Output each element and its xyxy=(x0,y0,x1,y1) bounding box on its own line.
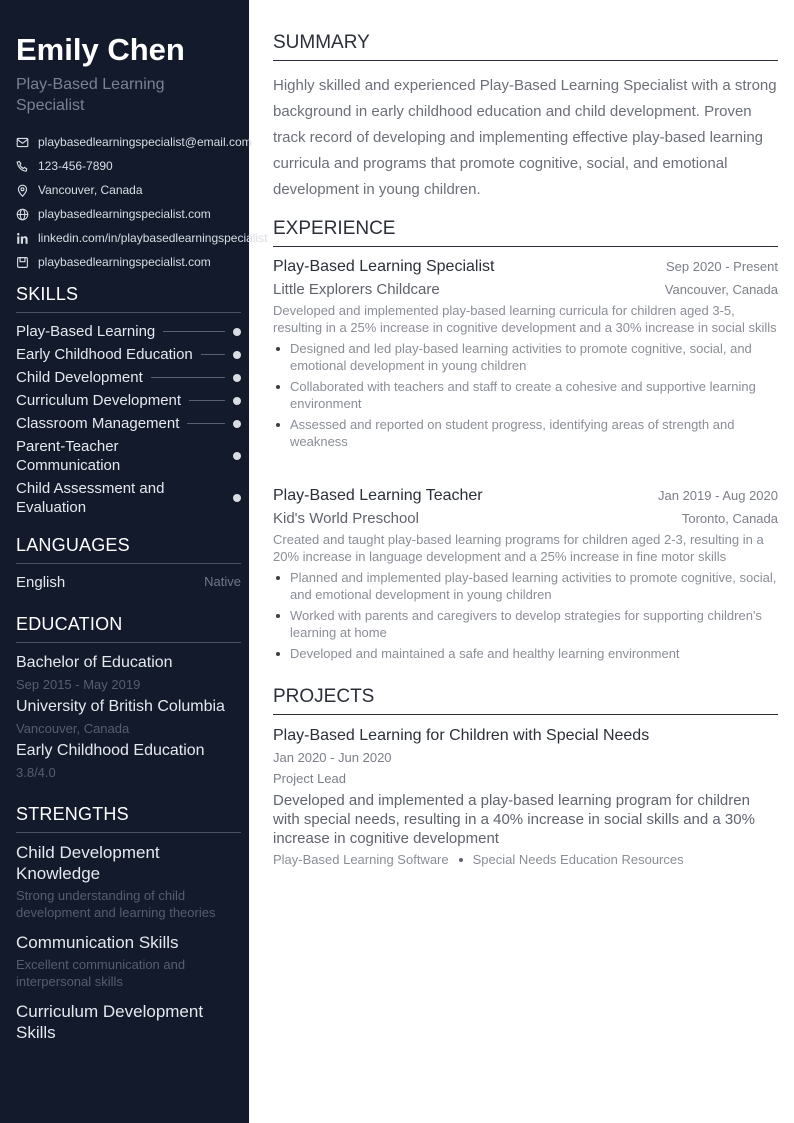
job-location: Toronto, Canada xyxy=(681,511,778,526)
strength-description: Excellent communication and interpersonal skills xyxy=(16,957,186,989)
skill-name: Play-Based Learning xyxy=(16,323,156,340)
skill-item xyxy=(16,322,241,341)
skill-name: Early Childhood Education xyxy=(16,346,193,363)
globe-icon xyxy=(16,208,29,221)
job-company: Little Explorers Childcare xyxy=(273,281,440,298)
project-role: Project Lead xyxy=(273,771,346,786)
location-icon xyxy=(16,184,29,197)
skill-dot xyxy=(233,494,241,502)
skill-name: Curriculum Development xyxy=(16,392,182,409)
experience-entry xyxy=(273,487,778,666)
skill-line xyxy=(151,377,225,378)
contact-email-text: playbasedlearningspecialist@email.com xyxy=(38,135,252,149)
languages-heading: LANGUAGES xyxy=(16,535,241,564)
job-bullet: Worked with parents and caregivers to develop strategies for supporting children's learning at home xyxy=(273,607,778,641)
strength-title: Communication Skills xyxy=(16,933,179,952)
strength-description: Strong understanding of child development and learning theories xyxy=(16,888,216,920)
education-entry xyxy=(16,652,241,784)
candidate-name: Emily Chen xyxy=(16,32,185,67)
strength-title: Curriculum Development Skills xyxy=(16,1002,204,1042)
skill-dot xyxy=(233,351,241,359)
job-bullet: Developed and maintained a safe and healthy learning environment xyxy=(273,645,778,662)
project-entry xyxy=(273,724,778,867)
contact-location-text: Vancouver, Canada xyxy=(38,183,143,197)
contact-portfolio[interactable] xyxy=(16,250,276,274)
language-level: Native xyxy=(204,574,241,589)
job-location: Vancouver, Canada xyxy=(664,282,778,297)
contact-website-text: playbasedlearningspecialist.com xyxy=(38,207,211,221)
candidate-title: Play-Based Learning Specialist xyxy=(16,76,165,114)
job-dates: Jan 2019 - Aug 2020 xyxy=(658,488,778,503)
job-title: Play-Based Learning Specialist xyxy=(273,258,495,275)
job-bullet: Planned and implemented play-based learning activities to promote cognitive, social, and emotional development in young children xyxy=(273,569,778,603)
skills-heading: SKILLS xyxy=(16,284,241,313)
skill-item xyxy=(16,368,241,387)
strength-title: Child Development Knowledge xyxy=(16,843,160,883)
education-field: Early Childhood Education xyxy=(16,742,205,759)
education-heading: EDUCATION xyxy=(16,614,241,643)
education-location: Vancouver, Canada xyxy=(16,721,130,736)
job-bullet: Designed and led play-based learning activities to promote cognitive, social, and emotional development in young children xyxy=(273,340,778,374)
contact-phone-text: 123-456-7890 xyxy=(38,159,113,173)
skill-item xyxy=(16,479,241,517)
portfolio-icon xyxy=(16,256,29,269)
job-description: Created and taught play-based learning programs for children aged 2-3, resulting in a 20% increase in language development and a 25% increase in fine motor skills xyxy=(273,532,764,564)
linkedin-icon xyxy=(16,232,29,245)
summary-heading: SUMMARY xyxy=(273,32,778,61)
education-dates: Sep 2015 - May 2019 xyxy=(16,677,141,692)
contact-linkedin-text: linkedin.com/in/playbasedlearningspecialist xyxy=(38,231,268,245)
main-content xyxy=(249,0,794,1123)
skill-item xyxy=(16,437,241,475)
sidebar xyxy=(0,0,268,1123)
job-company: Kid's World Preschool xyxy=(273,510,419,527)
project-tool: Play-Based Learning Software xyxy=(273,852,449,867)
project-tools xyxy=(273,852,778,867)
skill-name: Child Development xyxy=(16,369,143,386)
skill-dot xyxy=(233,452,241,460)
skill-dot xyxy=(233,420,241,428)
projects-heading: PROJECTS xyxy=(273,686,778,715)
skill-dot xyxy=(233,328,241,336)
education-degree: Bachelor of Education xyxy=(16,654,173,671)
contact-email[interactable] xyxy=(16,130,276,154)
skill-dot xyxy=(233,397,241,405)
skill-line xyxy=(201,354,225,355)
contact-portfolio-text: playbasedlearningspecialist.com xyxy=(38,255,211,269)
language-item xyxy=(16,574,241,591)
skill-name: Classroom Management xyxy=(16,415,180,432)
email-icon xyxy=(16,136,29,149)
skill-item xyxy=(16,391,241,410)
project-title: Play-Based Learning for Children with Special Needs xyxy=(273,727,650,744)
strengths-list xyxy=(16,842,241,1043)
skill-item xyxy=(16,345,241,364)
skill-name: Parent-Teacher Communication xyxy=(16,438,121,474)
phone-icon xyxy=(16,160,29,173)
education-gpa: 3.8/4.0 xyxy=(16,765,56,780)
project-description: Developed and implemented a play-based learning program for children with special needs, resulting in a 40% increase in social skills and a 30% increase in cognitive development xyxy=(273,792,755,847)
contact-list xyxy=(16,130,276,274)
skill-line xyxy=(189,400,225,401)
contact-location xyxy=(16,178,276,202)
skill-item xyxy=(16,414,241,433)
strengths-heading: STRENGTHS xyxy=(16,804,241,833)
contact-phone[interactable] xyxy=(16,154,276,178)
job-description: Developed and implemented play-based learning curricula for children aged 3-5, resulting in a 25% increase in cognitive development and a 30% increase in social skills xyxy=(273,303,777,335)
contact-linkedin[interactable] xyxy=(16,226,276,250)
experience-entry xyxy=(273,258,778,454)
education-school: University of British Columbia xyxy=(16,698,225,715)
skill-line xyxy=(187,423,225,424)
tool-separator xyxy=(459,858,463,862)
project-dates: Jan 2020 - Jun 2020 xyxy=(273,750,392,765)
skill-name: Child Assessment and Evaluation xyxy=(16,480,165,516)
skill-line xyxy=(163,331,225,332)
skill-dot xyxy=(233,374,241,382)
language-name: English xyxy=(16,574,66,591)
job-bullets xyxy=(273,340,778,450)
job-bullet: Assessed and reported on student progress, identifying areas of strength and weakness xyxy=(273,416,778,450)
job-bullet: Collaborated with teachers and staff to create a cohesive and supportive learning environment xyxy=(273,378,778,412)
contact-website[interactable] xyxy=(16,202,276,226)
experience-heading: EXPERIENCE xyxy=(273,218,778,247)
summary-text: Highly skilled and experienced Play-Based Learning Specialist with a strong background in early childhood education and child development. Proven track record of developing and implementing effective play-based learning curricula and programs that promote cognitive, social, and emotional development in young children. xyxy=(273,77,777,198)
job-title: Play-Based Learning Teacher xyxy=(273,487,483,504)
job-bullets xyxy=(273,569,778,662)
skills-list xyxy=(16,322,241,521)
job-dates: Sep 2020 - Present xyxy=(665,259,778,274)
project-tool: Special Needs Education Resources xyxy=(472,852,684,867)
